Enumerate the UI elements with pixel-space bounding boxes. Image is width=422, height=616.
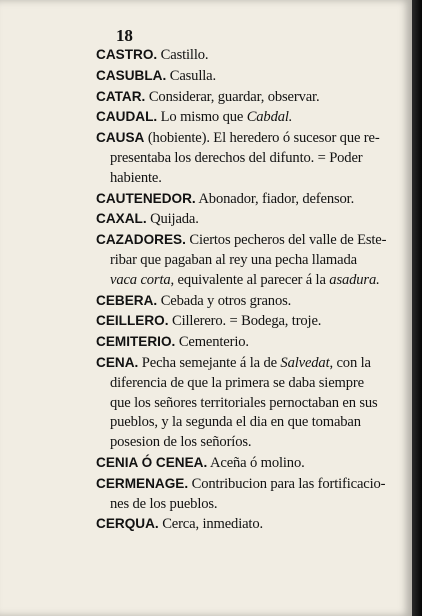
entry-italic: vaca corta: [110, 271, 171, 288]
entry-head: CAXAL.: [96, 211, 147, 227]
entry-text: Castillo.: [160, 47, 209, 63]
entry-text: Cementerio.: [178, 334, 249, 351]
entry-head: CATAR.: [96, 88, 146, 104]
entry-head: CERQUA.: [96, 516, 159, 532]
entry-text: Abonador, fiador, defensor.: [198, 190, 355, 207]
entry-causa: [96, 128, 404, 188]
entry-head: CERMENAGE.: [96, 475, 189, 491]
entry-text: Casulla.: [169, 67, 216, 84]
page-number: 18: [116, 26, 133, 45]
entry-text: Cerca, inmediato.: [162, 516, 263, 533]
entry-ceillero: [96, 311, 404, 332]
entry-text: Aceña ó molino.: [209, 454, 305, 471]
entry-text: Considerar, guardar, observar.: [148, 88, 320, 105]
entry-head: CAZADORES.: [96, 232, 186, 248]
entry-text: (hobiente). El heredero ó sucesor que re-: [147, 130, 380, 147]
page-text: [96, 28, 404, 535]
entry-text: pueblos, y la segunda el dia en que tomaban: [110, 414, 361, 431]
entry-cemiterio: [96, 332, 404, 353]
entry-head: CAUDAL.: [96, 109, 158, 125]
entry-italic: asadura.: [329, 271, 380, 288]
entry-cerqua: [96, 514, 404, 535]
entry-text: , con la: [329, 354, 371, 371]
entry-head: CASTRO.: [96, 47, 158, 62]
entry-text: Ciertos pecheros del valle de Este-: [189, 232, 387, 249]
entry-caxal: [96, 209, 404, 230]
entry-text: habiente.: [110, 169, 162, 186]
entry-text: Cebada y otros granos.: [160, 292, 292, 309]
entry-text: posesion de los señoríos.: [110, 434, 252, 451]
entry-text: presentaba los derechos del difunto. = Poder: [110, 149, 363, 166]
entry-text: que los señores territoriales pernoctaban en sus: [110, 394, 378, 411]
entry-head: CAUSA: [96, 130, 145, 146]
entry-cermenage: [96, 474, 404, 515]
entry-head: CASUBLA.: [96, 67, 167, 83]
entry-italic: Salvedat: [280, 354, 330, 371]
entry-text: , equivalente al parecer á la: [170, 271, 330, 288]
entry-casubla: [96, 66, 404, 87]
entry-caudal: [96, 107, 404, 128]
entry-catar: [96, 87, 404, 108]
entry-head: CEBERA.: [96, 292, 158, 308]
entry-head: CEILLERO.: [96, 313, 169, 329]
entry-italic: Cabdal.: [246, 109, 293, 126]
entry-text: Quijada.: [150, 211, 199, 228]
entry-head: CENA.: [96, 354, 139, 370]
entry-text: Cillerero. = Bodega, troje.: [172, 313, 322, 330]
entry-text: Pecha semejante á la de: [141, 354, 281, 371]
entry-text: diferencia de que la primera se daba siempre: [110, 374, 364, 391]
page-edge-shadow: [412, 0, 422, 616]
entry-text: Lo mismo que: [160, 109, 247, 126]
entry-text: Contribucion para las fortificacio-: [191, 475, 386, 492]
entry-cautenedor: [96, 189, 404, 210]
entry-cena: [96, 353, 404, 453]
entry-cazadores: [96, 230, 404, 290]
entry-text: nes de los pueblos.: [110, 495, 218, 512]
entry-cenia: [96, 453, 404, 474]
entry-head: CEMITERIO.: [96, 334, 176, 350]
entry-head: CENIA Ó CENEA.: [96, 454, 208, 470]
entry-cebera: [96, 291, 404, 312]
entry-text-line: [96, 271, 404, 291]
entry-text: ribar que pagaban al rey una pecha llamada: [110, 251, 357, 268]
entry-head: CAUTENEDOR.: [96, 190, 196, 206]
entry-castro: [96, 45, 404, 66]
